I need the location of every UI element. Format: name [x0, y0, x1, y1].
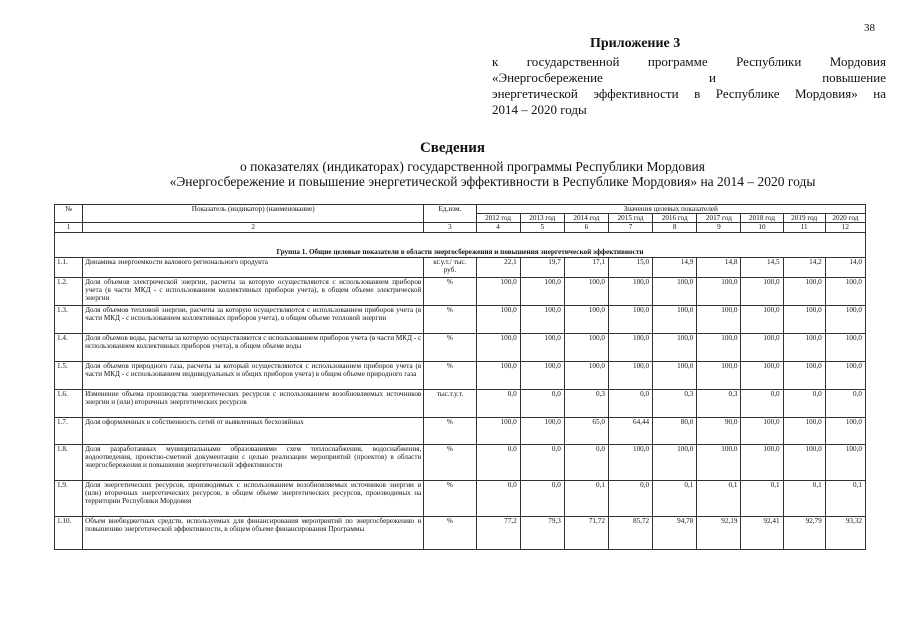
header-year: 2019 год	[783, 214, 825, 223]
indicator-value: 100,0	[825, 333, 865, 361]
indicator-value: 100,0	[741, 333, 783, 361]
table-row	[55, 361, 866, 389]
indicator-value: 14,0	[825, 257, 865, 277]
indicator-name: Доля энергетических ресурсов, производимых с использованием возобновляемых источников энергии и (или) вторичных энергетических ресурсов, в общем объеме энергетических ресурсов, производимых на территории Республики Мордовия	[83, 480, 424, 516]
indicator-value: 100,0	[825, 444, 865, 480]
indicator-value: 0,1	[653, 480, 697, 516]
header-unit: Ед.изм.	[424, 205, 476, 223]
indicator-value: 92,19	[697, 516, 741, 549]
table-row	[55, 305, 866, 333]
appendix-text	[492, 54, 886, 118]
indicator-value: 100,0	[825, 277, 865, 305]
header-year: 2015 год	[608, 214, 652, 223]
indicator-value: 100,0	[653, 361, 697, 389]
column-number: 7	[608, 223, 652, 232]
indicator-value: 100,0	[564, 277, 608, 305]
indicator-value: 100,0	[783, 277, 825, 305]
table-row	[55, 444, 866, 480]
indicator-value: 0,0	[608, 480, 652, 516]
unit: %	[424, 417, 476, 444]
indicator-value: 0,3	[653, 389, 697, 417]
row-number: 1.1.	[55, 257, 83, 277]
header-year: 2013 год	[520, 214, 564, 223]
indicator-value: 85,72	[608, 516, 652, 549]
row-number: 1.7.	[55, 417, 83, 444]
indicator-value: 100,0	[520, 417, 564, 444]
group-title: Группа 1. Общие целевые показатели в области энергосбережения и повышения энергетической эффективности	[55, 232, 866, 257]
indicator-value: 100,0	[741, 277, 783, 305]
indicator-value: 100,0	[520, 305, 564, 333]
indicator-value: 19,7	[520, 257, 564, 277]
indicator-value: 0,0	[476, 389, 520, 417]
header-year: 2012 год	[476, 214, 520, 223]
page-number: 38	[864, 22, 875, 34]
column-number: 4	[476, 223, 520, 232]
indicator-value: 94,78	[653, 516, 697, 549]
indicator-value: 100,0	[783, 305, 825, 333]
unit: %	[424, 480, 476, 516]
unit: %	[424, 333, 476, 361]
indicator-value: 100,0	[783, 361, 825, 389]
indicator-value: 14,8	[697, 257, 741, 277]
header-year: 2020 год	[825, 214, 865, 223]
indicator-name: Изменение объема производства энергетических ресурсов с использованием возобновляемых источников энергии и (или) вторичных энергетических ресурсов	[83, 389, 424, 417]
indicator-value: 100,0	[520, 333, 564, 361]
document-subtitle: о показателях (индикаторах) государственной программы Республики Мордовия	[240, 159, 705, 174]
column-number: 9	[697, 223, 741, 232]
table-row	[55, 516, 866, 549]
indicator-value: 100,0	[741, 305, 783, 333]
table-row	[55, 257, 866, 277]
indicators-table	[54, 204, 866, 550]
unit: %	[424, 444, 476, 480]
column-number: 8	[653, 223, 697, 232]
indicator-value: 100,0	[653, 305, 697, 333]
indicator-value: 93,32	[825, 516, 865, 549]
unit: тыс.т.у.т.	[424, 389, 476, 417]
column-number: 2	[83, 223, 424, 232]
indicator-value: 100,0	[564, 361, 608, 389]
indicator-value: 0,0	[608, 389, 652, 417]
indicator-value: 100,0	[520, 277, 564, 305]
header-year: 2016 год	[653, 214, 697, 223]
indicator-name: Доля объемов воды, расчеты за которую осуществляются с использованием приборов учета (в части МКД - с использованием коллективных приборов учета), в общем объеме воды	[83, 333, 424, 361]
appendix-title: Приложение 3	[590, 36, 681, 51]
indicator-value: 100,0	[825, 417, 865, 444]
indicator-value: 0,1	[783, 480, 825, 516]
header-year: 2014 год	[564, 214, 608, 223]
indicator-value: 22,1	[476, 257, 520, 277]
table-row	[55, 389, 866, 417]
indicator-value: 0,1	[697, 480, 741, 516]
indicator-value: 100,0	[476, 333, 520, 361]
row-number: 1.6.	[55, 389, 83, 417]
indicator-value: 14,9	[653, 257, 697, 277]
indicator-name: Доля объемов тепловой энергии, расчеты за которую осуществляются с использованием приборов учета (в части МКД - с использованием коллективных приборов учета), в общем объеме тепловой энергии	[83, 305, 424, 333]
indicator-value: 100,0	[476, 277, 520, 305]
indicator-value: 100,0	[653, 333, 697, 361]
row-number: 1.10.	[55, 516, 83, 549]
unit: %	[424, 305, 476, 333]
column-number: 1	[55, 223, 83, 232]
indicator-value: 14,2	[783, 257, 825, 277]
row-number: 1.8.	[55, 444, 83, 480]
indicator-value: 100,0	[653, 277, 697, 305]
indicator-value: 65,0	[564, 417, 608, 444]
unit: кг.у.т./ тыс. руб.	[424, 257, 476, 277]
row-number: 1.5.	[55, 361, 83, 389]
indicator-value: 100,0	[783, 444, 825, 480]
indicator-value: 100,0	[608, 277, 652, 305]
unit: %	[424, 516, 476, 549]
table-row	[55, 417, 866, 444]
header-year: 2018 год	[741, 214, 783, 223]
appendix-line: к государственной программе Республики Мордовия	[492, 54, 886, 69]
header-indicator: Показатель (индикатор) (наименование)	[83, 205, 424, 223]
table-row	[55, 480, 866, 516]
indicator-value: 0,3	[564, 389, 608, 417]
column-number: 6	[564, 223, 608, 232]
indicator-value: 100,0	[476, 305, 520, 333]
column-number: 3	[424, 223, 476, 232]
indicator-value: 92,41	[741, 516, 783, 549]
table-row	[55, 277, 866, 305]
unit: %	[424, 361, 476, 389]
header-values: Значения целевых показателей	[476, 205, 865, 214]
indicator-value: 100,0	[697, 305, 741, 333]
row-number: 1.9.	[55, 480, 83, 516]
column-number: 11	[783, 223, 825, 232]
appendix-line: «Энергосбережение и повышение	[492, 70, 886, 85]
indicator-value: 100,0	[564, 305, 608, 333]
indicator-value: 100,0	[608, 305, 652, 333]
indicator-value: 17,1	[564, 257, 608, 277]
indicator-value: 0,0	[564, 444, 608, 480]
indicator-value: 0,0	[783, 389, 825, 417]
column-number: 12	[825, 223, 865, 232]
indicator-value: 0,1	[564, 480, 608, 516]
indicator-value: 100,0	[783, 333, 825, 361]
indicator-value: 100,0	[741, 361, 783, 389]
document-subtitle: «Энергосбережение и повышение энергетической эффективности в Республике Мордовия» на 2014 – 2020 годы	[169, 174, 816, 189]
indicator-value: 79,3	[520, 516, 564, 549]
column-number: 5	[520, 223, 564, 232]
row-number: 1.2.	[55, 277, 83, 305]
indicator-value: 100,0	[476, 417, 520, 444]
indicator-value: 100,0	[520, 361, 564, 389]
appendix-line: 2014 – 2020 годы	[492, 102, 587, 117]
indicator-value: 90,0	[697, 417, 741, 444]
indicator-name: Доля разработанных муниципальными образованиями схем теплоснабжения, водоснабжения, водоотведения, проектно-сметной документации с целью реализации мероприятий (проектов) в области энергосбережения и повышения энергетической эффективности	[83, 444, 424, 480]
document-title: Сведения	[419, 140, 486, 156]
indicator-value: 0,1	[825, 480, 865, 516]
indicator-value: 77,2	[476, 516, 520, 549]
indicator-value: 0,0	[741, 389, 783, 417]
indicator-name: Доля объемов природного газа, расчеты за который осуществляются с использованием приборов учета (в части МКД - с использованием индивидуальных и общих приборов учета) в общем объеме природного газа	[83, 361, 424, 389]
appendix-line: энергетической эффективности в Республике Мордовия» на	[492, 86, 886, 101]
indicator-value: 80,0	[653, 417, 697, 444]
indicator-value: 100,0	[653, 444, 697, 480]
indicator-value: 100,0	[608, 333, 652, 361]
indicator-value: 100,0	[825, 361, 865, 389]
indicator-value: 0,0	[520, 444, 564, 480]
indicator-value: 0,0	[476, 444, 520, 480]
indicator-name: Объем внебюджетных средств, используемых для финансирования мероприятий по энергосбережению и повышению энергетической эффективности, в общем объеме финансирования Программы	[83, 516, 424, 549]
indicator-name: Доля оформленных в собственность сетей от выявленных бесхозяйных	[83, 417, 424, 444]
indicator-value: 14,5	[741, 257, 783, 277]
indicator-value: 100,0	[697, 277, 741, 305]
indicator-value: 92,79	[783, 516, 825, 549]
indicator-name: Динамика энергоемкости валового регионального продукта	[83, 257, 424, 277]
indicator-value: 71,72	[564, 516, 608, 549]
indicator-value: 0,1	[741, 480, 783, 516]
header-no: №	[55, 205, 83, 223]
indicator-value: 0,0	[476, 480, 520, 516]
row-number: 1.3.	[55, 305, 83, 333]
row-number: 1.4.	[55, 333, 83, 361]
indicator-value: 0,0	[520, 389, 564, 417]
indicator-value: 100,0	[825, 305, 865, 333]
indicator-value: 100,0	[697, 333, 741, 361]
indicator-value: 100,0	[476, 361, 520, 389]
indicator-value: 100,0	[697, 444, 741, 480]
indicator-name: Доля объемов электрической энергии, расчеты за которую осуществляются с использованием приборов учета (в части МКД - с использованием коллективных приборов учета), в общем объеме электрической энергии	[83, 277, 424, 305]
indicator-value: 0,0	[825, 389, 865, 417]
header-year: 2017 год	[697, 214, 741, 223]
column-number: 10	[741, 223, 783, 232]
indicator-value: 100,0	[697, 361, 741, 389]
indicator-value: 100,0	[608, 444, 652, 480]
unit: %	[424, 277, 476, 305]
indicator-value: 100,0	[741, 444, 783, 480]
indicator-value: 0,3	[697, 389, 741, 417]
indicator-value: 15,0	[608, 257, 652, 277]
indicator-value: 100,0	[783, 417, 825, 444]
indicator-value: 0,0	[520, 480, 564, 516]
table-row	[55, 333, 866, 361]
indicator-value: 64,44	[608, 417, 652, 444]
indicator-value: 100,0	[741, 417, 783, 444]
indicator-value: 100,0	[608, 361, 652, 389]
indicator-value: 100,0	[564, 333, 608, 361]
